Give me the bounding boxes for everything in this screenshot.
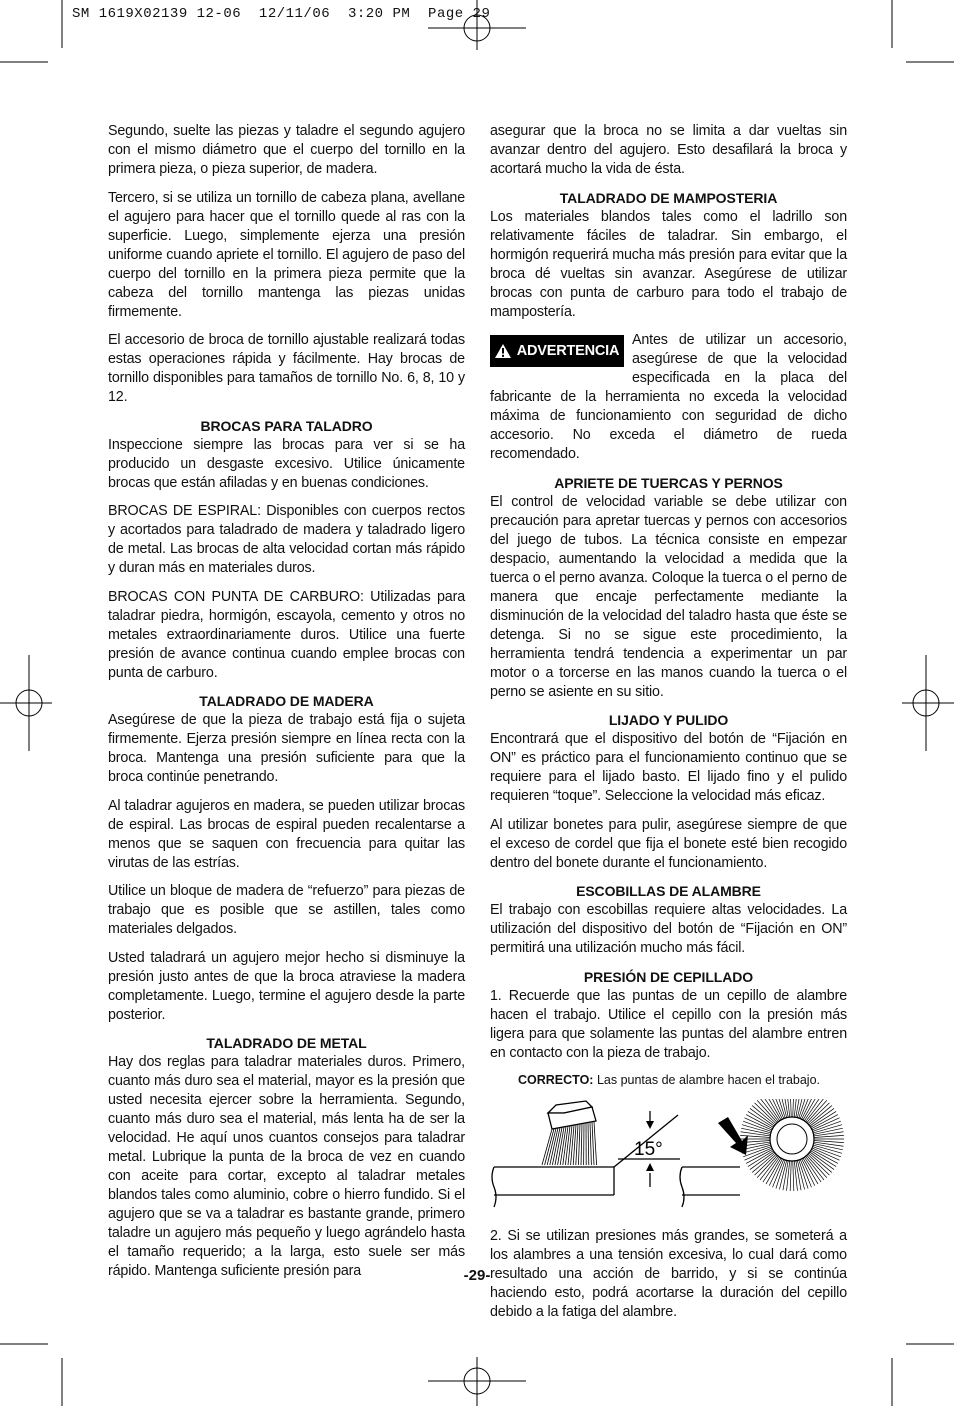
section-heading-escobillas: ESCOBILLAS DE ALAMBRE: [576, 883, 761, 899]
warning-badge-label: ADVERTENCIA: [516, 343, 620, 359]
printer-slug: SM 1619X02139 12-06 12/11/06 3:20 PM Page 29: [72, 6, 491, 22]
paragraph: El control de velocidad variable se debe utilizar con precaución para apretar tuercas y pernos con accesorios del juego de tubos. La técnica consiste en empezar despacio, aumentando la velocidad a medida que la tuerca o el perno avanza. Coloque la tuerca o el perno de manera que encaje perfectamente mediante la disminución de la velocidad del taladro hasta que éste se detenga. Si no se sigue este procedimiento, la herramienta tendrá tendencia a experimentar un par motor o a torcerse en las manos cuando la tuerca o el perno se asiente en su sitio.: [490, 493, 847, 700]
paragraph: Al taladrar agujeros en madera, se pueden utilizar brocas de espiral. Las brocas de espiral pueden recalentarse a menos que se saquen con frecuencia para quitar las virutas de las estrías.: [108, 797, 465, 871]
section-heading-presion: PRESIÓN DE CEPILLADO: [583, 968, 754, 985]
wire-brush-figure: [490, 1099, 847, 1217]
paragraph: BROCAS DE ESPIRAL: Disponibles con cuerpos rectos y acortados para taladrado de madera y taladrado ligero de metal. Las brocas de alta velocidad cortan más rápido y duran más en materiales duros.: [108, 503, 465, 576]
section-heading-apriete: APRIETE DE TUERCAS Y PERNOS: [554, 474, 783, 491]
paragraph: Utilice un bloque de madera de “refuerzo” para piezas de trabajo que es posible que se astillen, tales como materiales delgados.: [108, 883, 465, 937]
caption-text: Las puntas de alambre hacen el trabajo.: [593, 1073, 821, 1087]
paragraph: Usted taladrará un agujero mejor hecho si disminuye la presión justo antes de que la broca atraviese la madera completamente. Luego, termine el agujero desde la parte posterior.: [108, 949, 465, 1023]
warning-badge: [490, 335, 624, 367]
warning-text: Antes de utilizar un accesorio, asegúrese de que la velocidad especificada en la placa del fabricante de la herramienta no exceda la velocidad máxima de funcionamiento con seguridad de dicho accesorio. No exceda el diámetro de rueda recomendado.: [490, 332, 847, 462]
paragraph: Encontrará que el dispositivo del botón de “Fijación en ON” es práctico para el funcionamiento continuo que se requiere para el lijado basto. El lijado fino y el pulido requieren “toque”. Seleccione la velocidad más eficaz.: [490, 731, 847, 804]
section-heading-mamposteria: TALADRADO DE MAMPOSTERIA: [559, 189, 778, 206]
paragraph: Al utilizar bonetes para pulir, asegúrese siempre de que el exceso de cordel que fija el bonete esté bien recogido dentro del bonete durante el funcionamiento.: [490, 816, 847, 871]
section-heading-lijado: LIJADO Y PULIDO: [608, 712, 729, 728]
paragraph: 1. Recuerde que las puntas de un cepillo de alambre hacen el trabajo. Utilice el cepillo con la presión más ligera para que solamente las puntas del alambre entren en contacto con la pieza de trabajo.: [490, 987, 847, 1061]
paragraph: 2. Si se utilizan presiones más grandes, se someterá a los alambres a una tensión excesiva, lo cual dará como resultado una acción de barrido, y si se continúa haciendo esto, podrá acortarse la duración del cepillo debido a la fatiga del alambre.: [490, 1228, 847, 1320]
section-heading-metal: TALADRADO DE METAL: [206, 1035, 367, 1051]
page-number: -29-: [463, 1267, 491, 1284]
warning-triangle-icon: [495, 344, 511, 358]
paragraph: BROCAS CON PUNTA DE CARBURO: Utilizadas para taladrar piedra, hormigón, escayola, cemento y otros no metales extraordinariamente duros. Utilice una fuerte presión de avance continua cuando emplee brocas con punta de carburo.: [108, 588, 465, 681]
wire-brush-illustration: [490, 1099, 847, 1217]
paragraph: Segundo, suelte las piezas y taladre el segundo agujero con el mismo diámetro que el cuerpo del tornillo en la primera pieza, o pieza superior, de madera.: [108, 123, 465, 177]
right-column: [490, 122, 847, 1332]
caption-label: CORRECTO:: [518, 1073, 594, 1087]
paragraph: asegurar que la broca no se limita a dar vueltas sin avanzar dentro del agujero. Esto desafilará la broca y acortará mucho la vida de ésta.: [490, 123, 847, 177]
angle-label: 15°: [634, 1139, 663, 1160]
paragraph: El accesorio de broca de tornillo ajustable realizará todas estas operaciones rápida y fácilmente. Hay brocas de tornillo disponibles para tamaños de tornillo No. 6, 8, 10 y 12.: [108, 332, 465, 405]
figure-caption: [518, 1072, 847, 1089]
paragraph: Tercero, si se utiliza un tornillo de cabeza plana, avellane el agujero para hacer que el tornillo quede al ras con la superficie. Luego, simplemente ejerza una presión uniforme cuando apriete el tornillo. El agujero de paso del cuerpo del tornillo en la primera pieza permite que la cabeza del tornillo mantenga las piezas unidas firmemente.: [108, 189, 465, 320]
paragraph: El trabajo con escobillas requiere altas velocidades. La utilización del dispositivo del botón de “Fijación en ON” permitirá una utilización mucho más fácil.: [490, 902, 847, 956]
section-heading-brocas: BROCAS PARA TALADRO: [200, 417, 373, 434]
paragraph: Inspeccione siempre las brocas para ver si se ha producido un desgaste excesivo. Utilice únicamente brocas que están afiladas y en buenas condiciones.: [108, 436, 465, 491]
left-column: [108, 122, 465, 1281]
paragraph: Los materiales blandos tales como el ladrillo son relativamente fáciles de taladrar. Sin embargo, el hormigón requerirá mucha más presión para evitar que la broca dé vueltas sin avanzar. Asegúrese de utilizar brocas con punta de carburo para todo el trabajo de mampostería.: [490, 208, 847, 320]
paragraph: Asegúrese de que la pieza de trabajo está fija o sujeta firmemente. Ejerza presión siempre en línea recta con la broca. Mantenga una presión suficiente para que la broca continúe penetrando.: [108, 712, 465, 785]
paragraph: Hay dos reglas para taladrar materiales duros. Primero, cuanto más duro sea el material, mayor es la presión que usted necesita ejercer sobre la herramienta. Segundo, cuanto más duro sea el material, más lenta ha de ser la velocidad. He aquí unos cuantos consejos para taladrar metal. Lubrique la punta de la broca de vez en cuando con aceite para cortar, excepto al taladrar metales blandos tales como aluminio, cobre o hierro fundido. Si el agujero que se va a taladrar es bastante grande, primero taladre un agujero más pequeño y luego agrándelo hasta el tamaño requerido; a la larga, esto suele ser más rápido. Mantenga suficiente presión para: [108, 1054, 465, 1279]
warning-block: [490, 331, 847, 464]
section-heading-madera: TALADRADO DE MADERA: [199, 693, 374, 709]
